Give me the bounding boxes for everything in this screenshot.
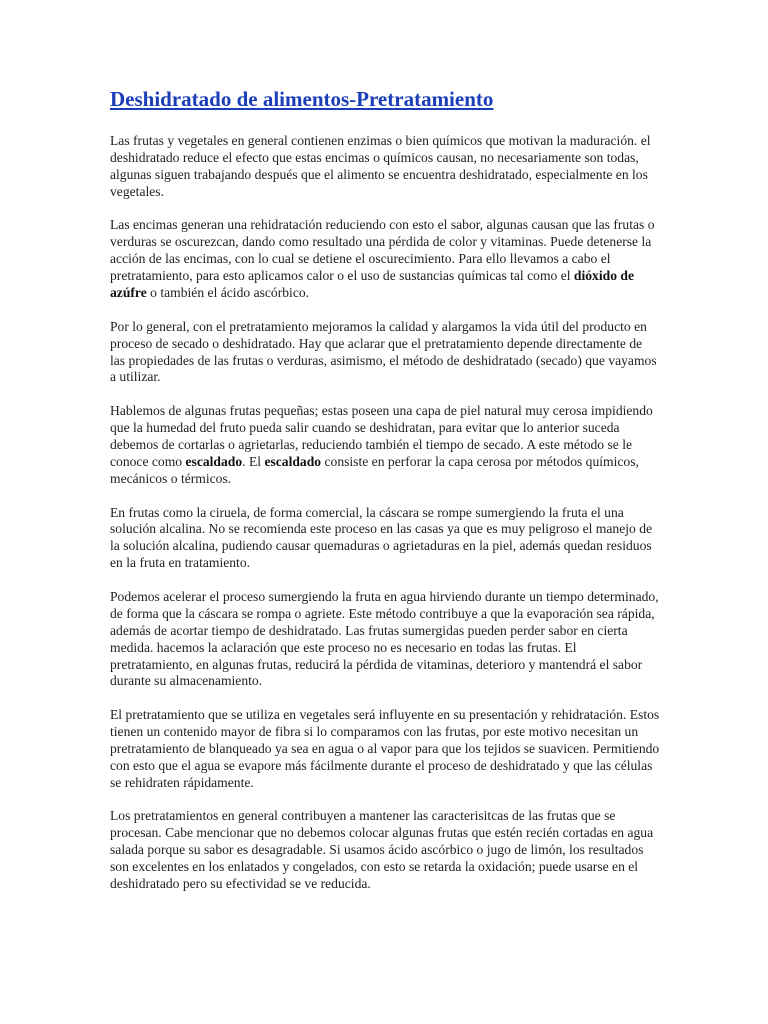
paragraph bbox=[110, 403, 660, 488]
paragraph-text: Por lo general, con el pretratamiento mejoramos la calidad y alargamos la vida útil del producto en proceso de secado o deshidratado. Hay que aclarar que el pretratamiento depende directamente de las propiedades de las frutas o verduras, asimismo, el método de deshidratado (secado) que vayamos a utilizar. bbox=[110, 318, 657, 385]
paragraph bbox=[110, 589, 660, 690]
paragraph-text: Podemos acelerar el proceso sumergiendo la fruta en agua hirviendo durante un tiempo determinado, de forma que la cáscara se rompa o agriete. Este método contribuye a que la evaporación sea rápida, además de acortar tiempo de deshidratado. Las frutas sumergidas pueden perder sabor en cierta medida. hacemos la aclaración que este proceso no es necesario en todas las frutas. El pretratamiento, en algunas frutas, reducirá la pérdida de vitaminas, deterioro y mantendrá el sabor durante su almacenamiento. bbox=[110, 588, 659, 689]
paragraph bbox=[110, 808, 660, 893]
document-title-link[interactable]: Deshidratado de alimentos-Pretratamiento bbox=[110, 87, 494, 111]
document-page bbox=[110, 86, 660, 910]
paragraph-text: Las encimas generan una rehidratación reduciendo con esto el sabor, algunas causan que las frutas o verduras se oscurezcan, dando como resultado una pérdida de color y vitaminas. Puede detenerse la acción de las encimas, con lo cual se detiene el oscurecimiento. Para ello llevamos a cabo el pretratamiento, para esto aplicamos calor o el uso de sustancias químicas tal como el bbox=[110, 217, 655, 284]
paragraph-text: El pretratamiento que se utiliza en vegetales será influyente en su presentación y rehidratación. Estos tienen un contenido mayor de fibra si lo comparamos con las frutas, por este motivo necesitan un pretratamiento de blanqueado ya sea en agua o al vapor para que los tejidos se suavicen. Permitiendo con esto que el agua se evapore más fácilmente durante el proceso de deshidratado y que las células se rehidraten rápidamente. bbox=[110, 707, 660, 790]
paragraph bbox=[110, 707, 660, 792]
paragraph bbox=[110, 217, 660, 302]
paragraph-text: . El bbox=[242, 453, 265, 469]
document-body bbox=[110, 133, 660, 893]
paragraph bbox=[110, 505, 660, 573]
paragraph-text: En frutas como la ciruela, de forma comercial, la cáscara se rompe sumergiendo la fruta el una solución alcalina. No se recomienda este proceso en las casas ya que es muy peligroso el manejo de la solución alcalina, pudiendo causar quemaduras o agrietaduras en la piel, además quedan residuos en la fruta en tratamiento. bbox=[110, 504, 653, 571]
bold-term: escaldado bbox=[264, 453, 322, 469]
bold-term: escaldado bbox=[185, 453, 243, 469]
paragraph-text: Hablemos de algunas frutas pequeñas; estas poseen una capa de piel natural muy cerosa impidiendo que la humedad del fruto pueda salir cuando se deshidratan, para evitar que lo anterior suceda debemos de cortarlas o agrietarlas, reduciendo también el tiempo de secado. A este método se le conoce como bbox=[110, 403, 653, 469]
paragraph bbox=[110, 133, 660, 201]
paragraph bbox=[110, 319, 660, 387]
paragraph-text: consiste en perforar la capa cerosa por métodos químicos, mecánicos o térmicos. bbox=[110, 453, 639, 486]
paragraph-text: o también el ácido ascórbico. bbox=[146, 285, 310, 301]
paragraph-text: Los pretratamientos en general contribuyen a mantener las caracterisitcas de las frutas que se procesan. Cabe mencionar que no debemos colocar algunas frutas que estén recién cortadas en agua salada porque su sabor es desagradable. Si usamos ácido ascórbico o jugo de limón, los resultados son excelentes en los enlatados y congelados, con esto se retarda la oxidación; puede usarse en el deshidratado pero su efectividad se ve reducida. bbox=[110, 808, 654, 892]
bold-term: dióxido de azúfre bbox=[110, 268, 634, 301]
paragraph-text: Las frutas y vegetales en general contienen enzimas o bien químicos que motivan la maduración. el deshidratado reduce el efecto que estas encimas o químicos causan, no necesariamente son todas, algunas siguen trabajando después que el alimento se encuentra deshidratado, especialmente en los vegetales. bbox=[110, 133, 651, 199]
